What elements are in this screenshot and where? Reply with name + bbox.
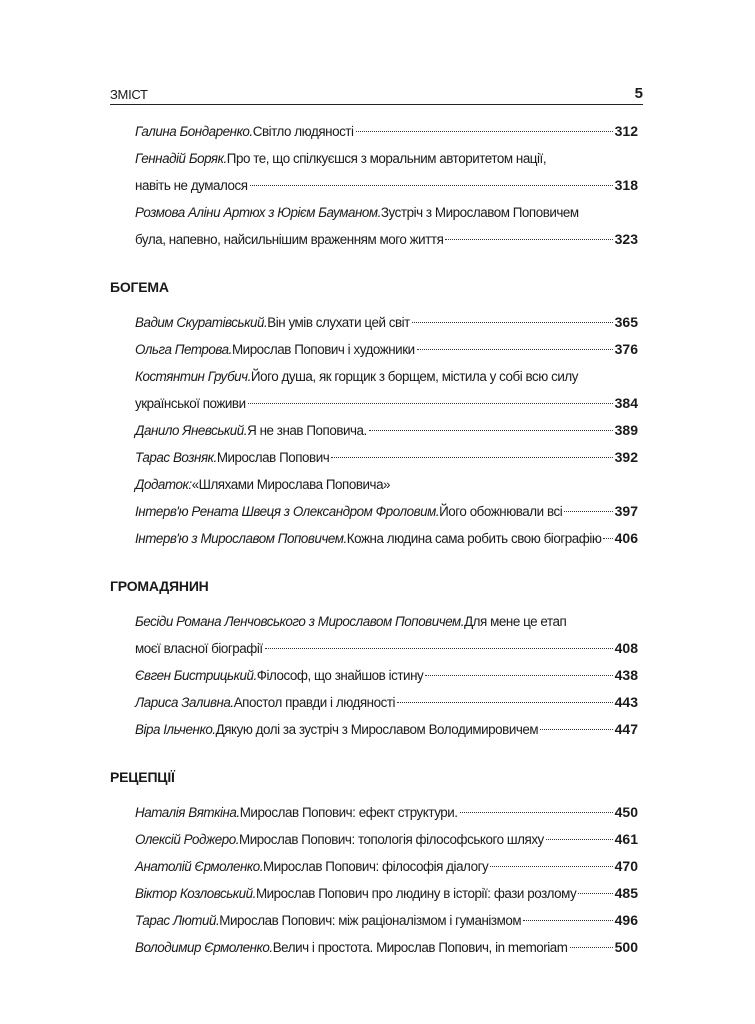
toc-entry[interactable] [110, 444, 638, 471]
dot-leader [578, 893, 612, 894]
entry-author: Галина Бондаренко. [135, 124, 253, 139]
entry-page-number: 312 [614, 123, 638, 139]
entry-author: Костянтин Грубич. [135, 369, 251, 384]
entry-author: Вадим Скуратівський. [135, 315, 268, 330]
entry-title-continued: моєї власної біографії [135, 641, 263, 656]
entry-page-number: 392 [614, 449, 638, 465]
entry-page-number: 318 [614, 177, 638, 193]
dot-leader [248, 403, 613, 404]
entry-author: Наталія Вяткіна. [135, 805, 240, 820]
toc-entry-line [135, 444, 638, 471]
running-header [110, 86, 643, 105]
toc-entry-line [135, 907, 638, 934]
toc-entry-line [135, 662, 638, 689]
toc-entry-line [135, 336, 638, 363]
section-heading: ГРОМАДЯНИН [110, 578, 209, 594]
entry-page-number: 485 [614, 885, 638, 901]
toc-entry[interactable] [110, 826, 638, 853]
entry-title: Про те, що спілкуєшся з моральним авторитетом нації, [226, 151, 547, 166]
entry-author: Тарас Возняк. [135, 450, 217, 465]
toc-entry-line [135, 498, 638, 525]
dot-leader [356, 131, 613, 132]
entry-title: Мирослав Попович: ефект структури. [239, 805, 458, 820]
section-heading: РЕЦЕПЦІЇ [110, 769, 175, 785]
entry-page-number: 408 [614, 640, 638, 656]
entry-title: Для мене це етап [464, 614, 567, 629]
toc-entry[interactable] [110, 853, 638, 880]
entry-title-continued: навіть не думалося [135, 178, 248, 193]
toc-entry[interactable] [110, 662, 638, 689]
toc-intro-section [110, 118, 638, 253]
entry-author: Володимир Єрмоленко. [135, 940, 273, 955]
entry-page-number: 389 [614, 422, 638, 438]
toc-entry-line [135, 635, 638, 662]
toc-entry[interactable] [110, 309, 638, 336]
dot-leader [540, 729, 613, 730]
entry-page-number: 365 [614, 314, 638, 330]
table-of-contents [110, 118, 638, 982]
dot-leader [412, 322, 613, 323]
toc-entry-line [135, 525, 638, 552]
toc-entry[interactable] [110, 689, 638, 716]
entry-title: Його обожнювали всі [439, 504, 563, 519]
entry-title: Він умів слухати цей світ [267, 315, 410, 330]
entry-author: Ольга Петрова. [135, 342, 232, 357]
toc-section [110, 274, 638, 552]
toc-entry[interactable] [110, 880, 638, 907]
toc-entry[interactable] [110, 417, 638, 444]
dot-leader [460, 812, 613, 813]
entry-page-number: 496 [614, 912, 638, 928]
toc-entry-line [135, 608, 638, 635]
entry-title-continued: української поживи [135, 396, 246, 411]
entry-author: Додаток: [135, 477, 192, 492]
dot-leader [570, 947, 613, 948]
dot-leader [417, 349, 613, 350]
toc-entry-line [135, 199, 638, 226]
toc-entry[interactable] [110, 471, 638, 498]
toc-entry[interactable] [110, 716, 638, 743]
toc-section [110, 764, 638, 961]
toc-entry-line [135, 309, 638, 336]
running-header-title: ЗМІСТ [110, 87, 148, 102]
entry-title: Його душа, як горщик з борщем, містила у собі всю силу [250, 369, 579, 384]
entry-title-continued: була, напевно, найсильнішим враженням мого життя [135, 232, 444, 247]
dot-leader [490, 866, 612, 867]
entry-author: Тарас Лютий. [135, 913, 220, 928]
entry-author: Данило Яневський. [135, 423, 248, 438]
dot-leader [445, 239, 612, 240]
toc-entry[interactable] [110, 199, 638, 253]
toc-entry-line [135, 799, 638, 826]
entry-title: «Шляхами Мирослава Поповича» [191, 477, 391, 492]
entry-title: Кожна людина сама робить свою біографію [346, 531, 602, 546]
entry-page-number: 406 [614, 530, 638, 546]
entry-title: Апостол правди і людяності [233, 695, 396, 710]
toc-entry[interactable] [110, 907, 638, 934]
toc-entry-line [135, 172, 638, 199]
dot-leader [397, 702, 613, 703]
dot-leader [523, 920, 613, 921]
toc-entry-line [135, 853, 638, 880]
toc-entry-line [135, 689, 638, 716]
toc-section [110, 573, 638, 743]
entry-title: Філософ, що знайшов істину [256, 668, 424, 683]
toc-entry[interactable] [110, 336, 638, 363]
dot-leader [564, 511, 612, 512]
entry-title: Світло людяності [252, 124, 354, 139]
toc-entry-line [135, 934, 638, 961]
entry-author: Олексій Роджеро. [135, 832, 239, 847]
toc-entry-line [135, 716, 638, 743]
toc-entry[interactable] [110, 608, 638, 662]
toc-entry-line [135, 226, 638, 253]
entry-page-number: 438 [614, 667, 638, 683]
entry-page-number: 397 [614, 503, 638, 519]
entry-page-number: 447 [614, 721, 638, 737]
toc-entry[interactable] [110, 145, 638, 199]
toc-entry-line [135, 417, 638, 444]
section-heading: БОГЕМА [110, 279, 169, 295]
toc-entry[interactable] [110, 363, 638, 417]
entry-title: Я не знав Поповича. [247, 423, 367, 438]
entry-author: Геннадій Боряк. [135, 151, 227, 166]
toc-entry[interactable] [110, 934, 638, 961]
dot-leader [546, 839, 613, 840]
dot-leader [425, 675, 612, 676]
entry-author: Лариса Заливна. [135, 695, 234, 710]
entry-author: Бесіди Романа Ленчовського з Мирославом Поповичем. [135, 614, 465, 629]
dot-leader [369, 430, 613, 431]
dot-leader [331, 457, 612, 458]
entry-page-number: 384 [614, 395, 638, 411]
toc-entry[interactable] [110, 525, 638, 552]
entry-page-number: 443 [614, 694, 638, 710]
entry-title: Мирослав Попович [216, 450, 330, 465]
toc-entry-line [135, 145, 638, 172]
toc-entry[interactable] [110, 799, 638, 826]
entry-page-number: 450 [614, 804, 638, 820]
entry-page-number: 500 [614, 939, 638, 955]
entry-author: Розмова Аліни Артюх з Юрієм Бауманом. [135, 205, 381, 220]
toc-entry-line [135, 118, 638, 145]
toc-entry-line [135, 880, 638, 907]
entry-author: Віра Ільченко. [135, 722, 216, 737]
entry-title: Мирослав Попович про людину в історії: фази розлому [255, 886, 577, 901]
dot-leader [250, 185, 613, 186]
entry-author: Євген Бистрицький. [135, 668, 257, 683]
entry-author: Анатолій Єрмоленко. [135, 859, 264, 874]
entry-page-number: 323 [614, 231, 638, 247]
entry-title: Мирослав Попович: топологія філософського шляху [238, 832, 544, 847]
entry-author: Інтерв'ю з Мирославом Поповичем. [135, 531, 347, 546]
toc-entry-line [135, 363, 638, 390]
entry-page-number: 470 [614, 858, 638, 874]
dot-leader [603, 538, 612, 539]
entry-author: Інтерв'ю Рената Швеця з Олександром Фроловим. [135, 504, 440, 519]
dot-leader [265, 648, 613, 649]
entry-title: Велич і простота. Мирослав Попович, in memoriam [272, 940, 568, 955]
entry-page-number: 461 [614, 831, 638, 847]
entry-title: Мирослав Попович: між раціоналізмом і гуманізмом [219, 913, 522, 928]
toc-entry[interactable] [110, 118, 638, 145]
entry-title: Зустріч з Мирославом Поповичем [380, 205, 579, 220]
entry-title: Мирослав Попович: філософія діалогу [263, 859, 489, 874]
toc-entry-line [135, 390, 638, 417]
page-number: 5 [634, 85, 643, 102]
toc-entry-line [135, 471, 638, 498]
toc-entry-line [135, 826, 638, 853]
toc-entry[interactable] [110, 498, 638, 525]
entry-title: Дякую долі за зустріч з Мирославом Володимировичем [215, 722, 539, 737]
entry-page-number: 376 [614, 341, 638, 357]
entry-title: Мирослав Попович і художники [231, 342, 415, 357]
entry-author: Віктор Козловський. [135, 886, 256, 901]
